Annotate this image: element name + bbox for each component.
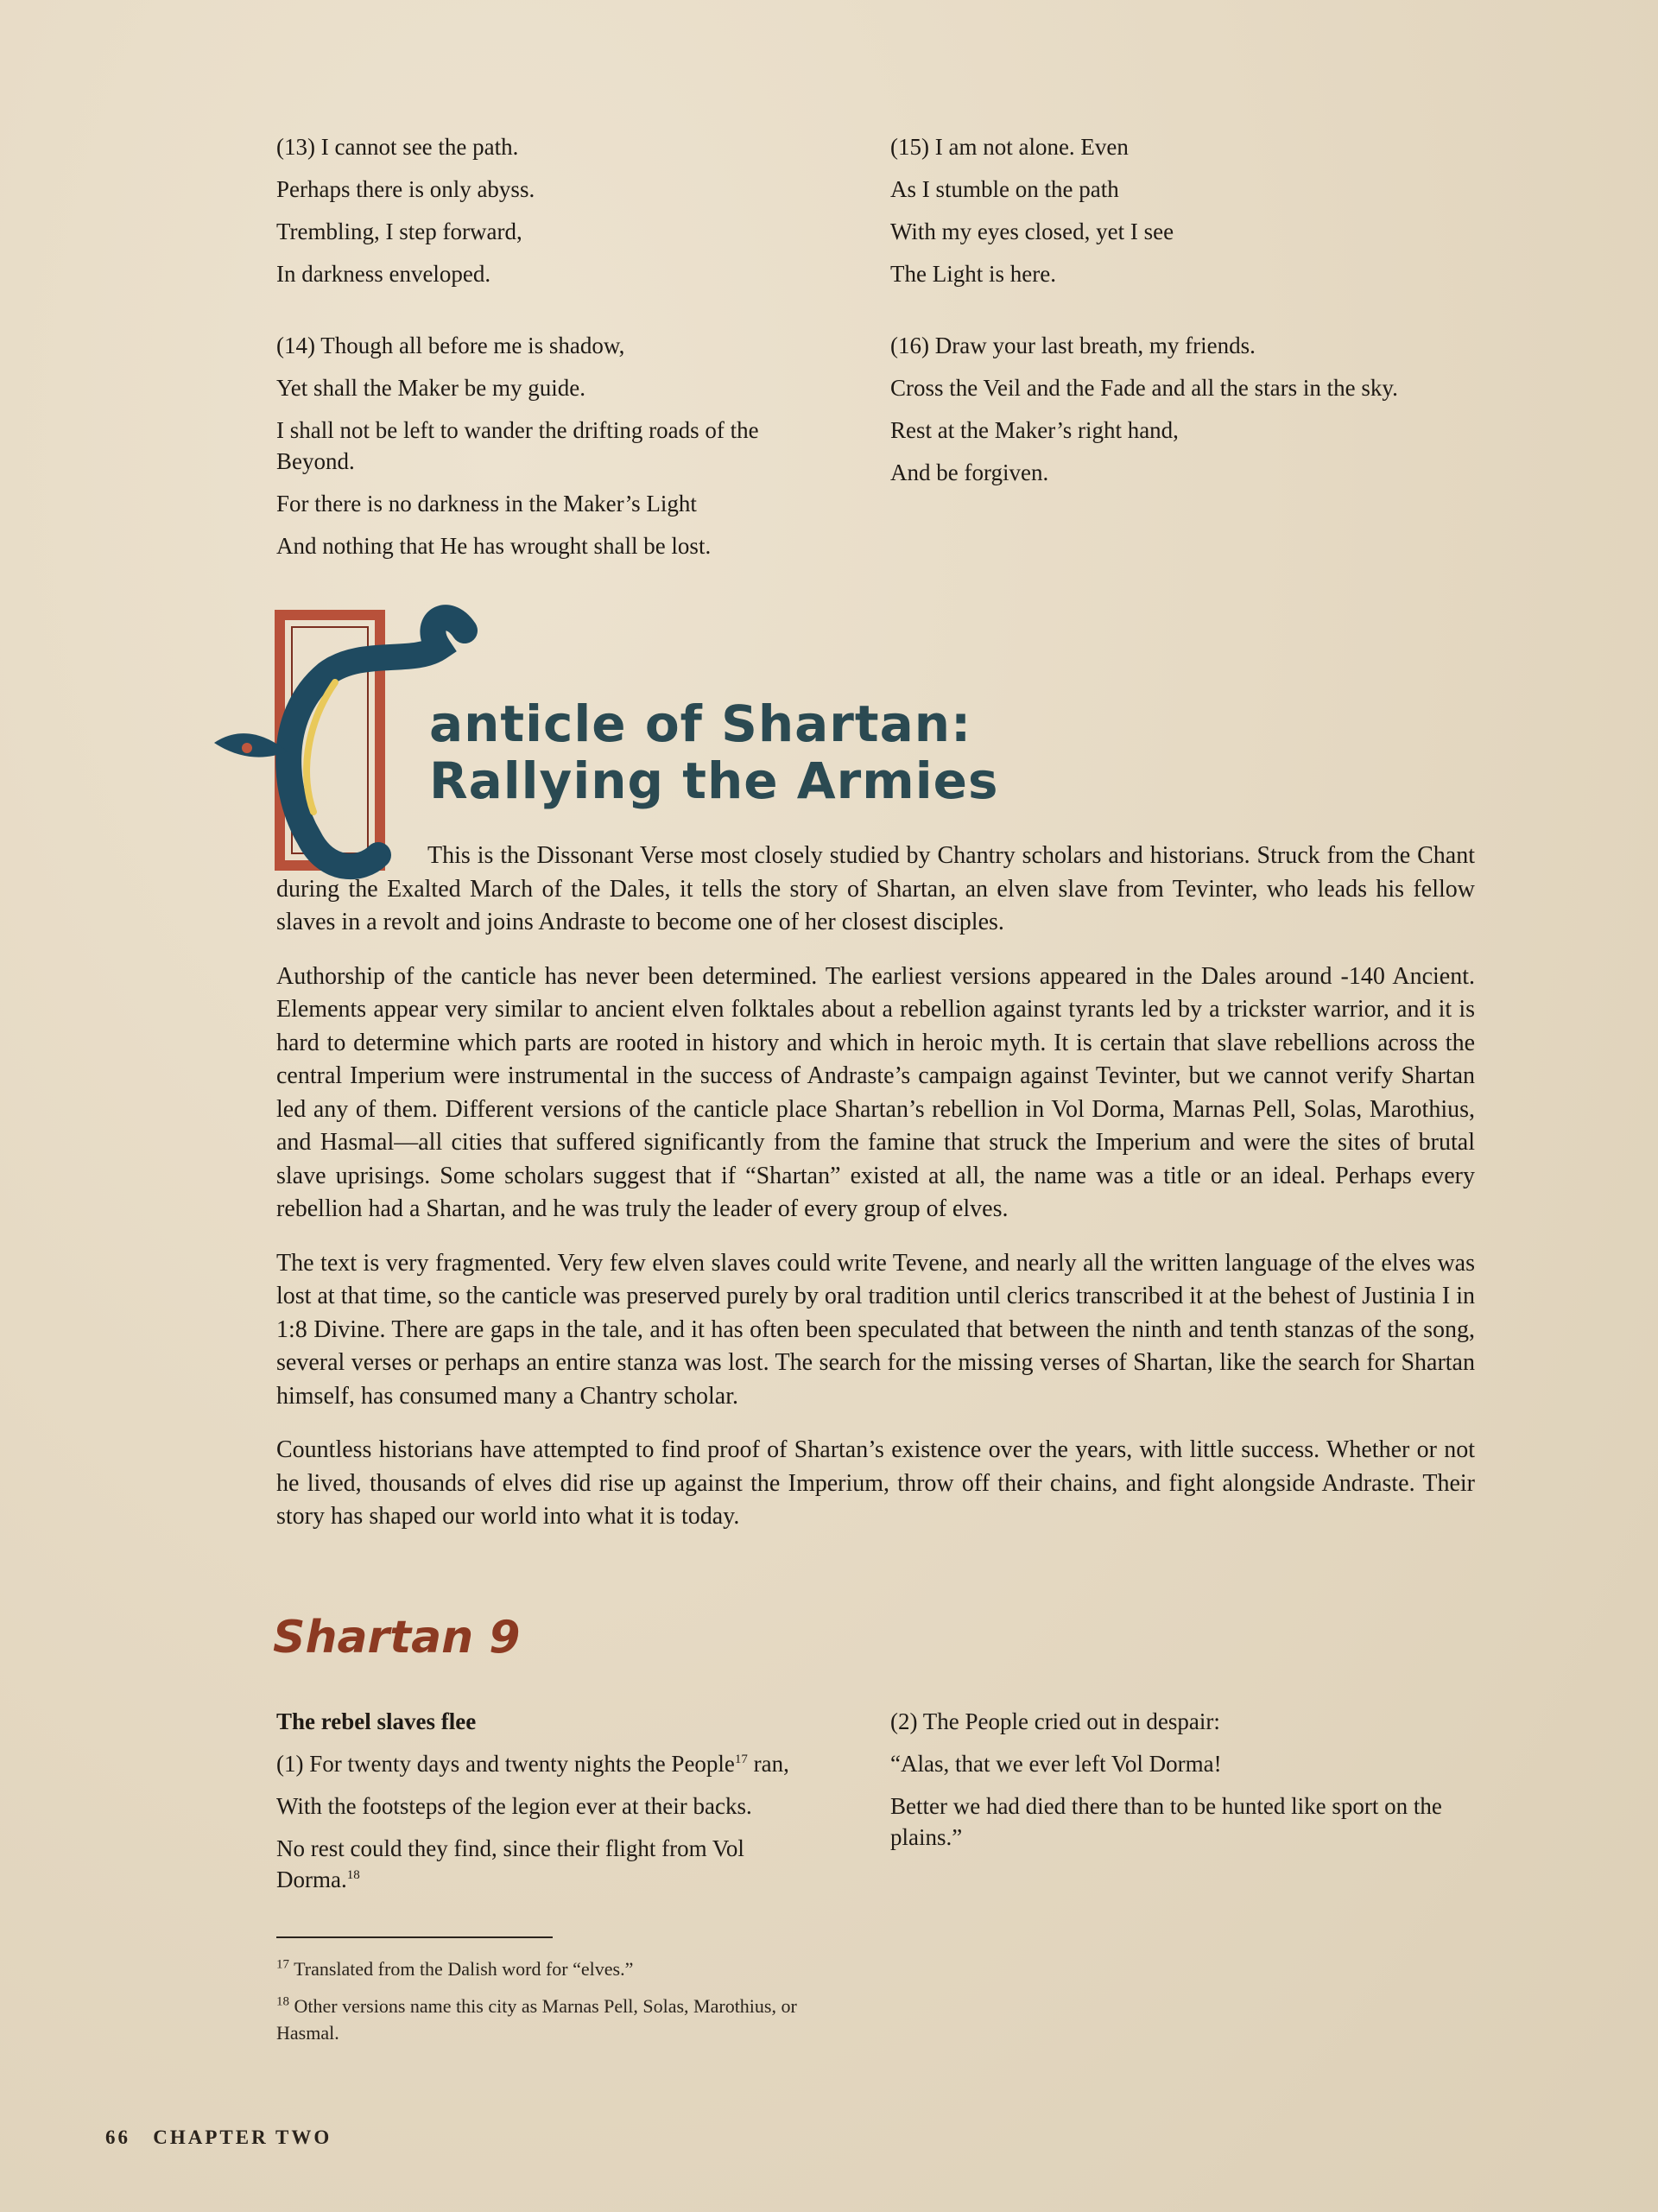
verse-line: Yet shall the Maker be my guide. xyxy=(276,375,585,401)
paragraph: Authorship of the canticle has never been determined. The earliest versions appeared in the Dales around -140 Ancient. Elements appear very similar to ancient elven folktales about a rebellion against tyrants led by a trickster warrior, and it is hard to determine which parts are rooted in history and which in heroic myth. It is certain that slave rebellions across the central Imperium were instrumental in the success of Andraste’s campaign against Tevinter, but we cannot verify Shartan led any of them. Different versions of the canticle place Shartan’s rebellion in Vol Dorma, Marnas Pell, Solas, Marothius, and Hasmal—all cities that suffered significantly from the famine that struck the Imperium and were the sites of brutal slave uprisings. Some scholars suggest that if “Shartan” existed at all, the name was a title or an ideal. Perhaps every rebellion had a Shartan, and he was truly the leader of every group of elves. xyxy=(276,962,1475,1222)
footnote xyxy=(276,1993,855,2046)
stanza-14 xyxy=(276,330,812,573)
stanza-heading: The rebel slaves flee xyxy=(276,1708,477,1734)
verse-line: (16) Draw your last breath, my friends. xyxy=(890,333,1256,358)
section-title-line-2: Rallying the Armies xyxy=(429,751,999,810)
verse-line xyxy=(276,1833,794,1895)
footnote-number: 18 xyxy=(276,1994,289,2009)
verse-line: With the footsteps of the legion ever at their backs. xyxy=(276,1793,752,1819)
verse-text: ran, xyxy=(747,1751,789,1777)
footnote xyxy=(276,1955,864,1982)
verse-line: (13) I cannot see the path. xyxy=(276,134,519,160)
verse-line: Trembling, I step forward, xyxy=(276,219,522,244)
stanza-15 xyxy=(890,131,1495,301)
stanza-2 xyxy=(890,1706,1486,1864)
footnote-ref[interactable]: 17 xyxy=(734,1752,748,1766)
verse-text: (1) For twenty days and twenty nights the People xyxy=(276,1751,735,1777)
footnote-number: 17 xyxy=(276,1957,289,1972)
footnote-divider xyxy=(276,1936,553,1938)
verse-line: The Light is here. xyxy=(890,261,1056,287)
verse-line: (15) I am not alone. Even xyxy=(890,134,1129,160)
stanza-1 xyxy=(276,1706,864,1906)
verse-line: In darkness enveloped. xyxy=(276,261,491,287)
chapter-label: CHAPTER TWO xyxy=(153,2126,332,2148)
page-footer xyxy=(105,2126,332,2149)
verse-line: “Alas, that we ever left Vol Dorma! xyxy=(890,1751,1222,1777)
footnote-text: Translated from the Dalish word for “elves.” xyxy=(289,1958,634,1980)
paragraph: This is the Dissonant Verse most closely studied by Chantry scholars and historians. Struck from the Chant during the Exalted March of the Dales, it tells the story of Shartan, an elven slave from Tevinter, who leads his fellow slaves in a revolt and joins Andraste to become one of her closest disciples. xyxy=(276,842,1475,935)
stanza-16 xyxy=(890,330,1512,499)
footnote-ref[interactable]: 18 xyxy=(346,1868,360,1882)
verse-line: Rest at the Maker’s right hand, xyxy=(890,417,1179,443)
section-title-line-1: anticle of Shartan: xyxy=(429,694,972,753)
verse-line: For there is no darkness in the Maker’s Light xyxy=(276,491,697,517)
verse-line: (14) Though all before me is shadow, xyxy=(276,333,625,358)
verse-line: With my eyes closed, yet I see xyxy=(890,219,1174,244)
verse-line xyxy=(276,1748,864,1779)
verse-line: As I stumble on the path xyxy=(890,176,1119,202)
paragraph: The text is very fragmented. Very few elven slaves could write Tevene, and nearly all the written language of the elves was lost at that time, so the canticle was preserved purely by oral tradition until clerics transcribed it at the behest of Justinia I in 1:8 Divine. There are gaps in the tale, and it has often been speculated that between the ninth and tenth stanzas of the song, several verses or perhaps an entire stanza was lost. The search for the missing verses of Shartan, like the search for Shartan himself, has consumed many a Chantry scholar. xyxy=(276,1249,1475,1410)
verse-line: I shall not be left to wander the drifting roads of the Beyond. xyxy=(276,417,759,474)
verse-line: (2) The People cried out in despair: xyxy=(890,1708,1220,1734)
verse-line: Better we had died there than to be hunted like sport on the plains.” xyxy=(890,1793,1442,1850)
verse-line: Perhaps there is only abyss. xyxy=(276,176,535,202)
verse-line: And nothing that He has wrought shall be lost. xyxy=(276,533,712,559)
paragraph: Countless historians have attempted to find proof of Shartan’s existence over the years, with little success. Whether or not he lived, thousands of elves did rise up against the Imperium, throw off their chains, and fight alongside Andraste. Their story has shaped our world into what it is today. xyxy=(276,1436,1475,1530)
footnotes xyxy=(276,1955,864,2057)
section-title xyxy=(429,695,998,809)
page-number: 66 xyxy=(105,2126,130,2148)
verse-text: No rest could they find, since their flight from Vol Dorma. xyxy=(276,1835,744,1892)
stanza-13 xyxy=(276,131,829,301)
section-body xyxy=(276,840,1475,1555)
footnote-text: Other versions name this city as Marnas Pell, Solas, Marothius, or Hasmal. xyxy=(276,1995,797,2044)
subsection-title: Shartan 9 xyxy=(273,1612,521,1664)
verse-line: Cross the Veil and the Fade and all the stars in the sky. xyxy=(890,375,1398,401)
verse-line: And be forgiven. xyxy=(890,460,1049,485)
